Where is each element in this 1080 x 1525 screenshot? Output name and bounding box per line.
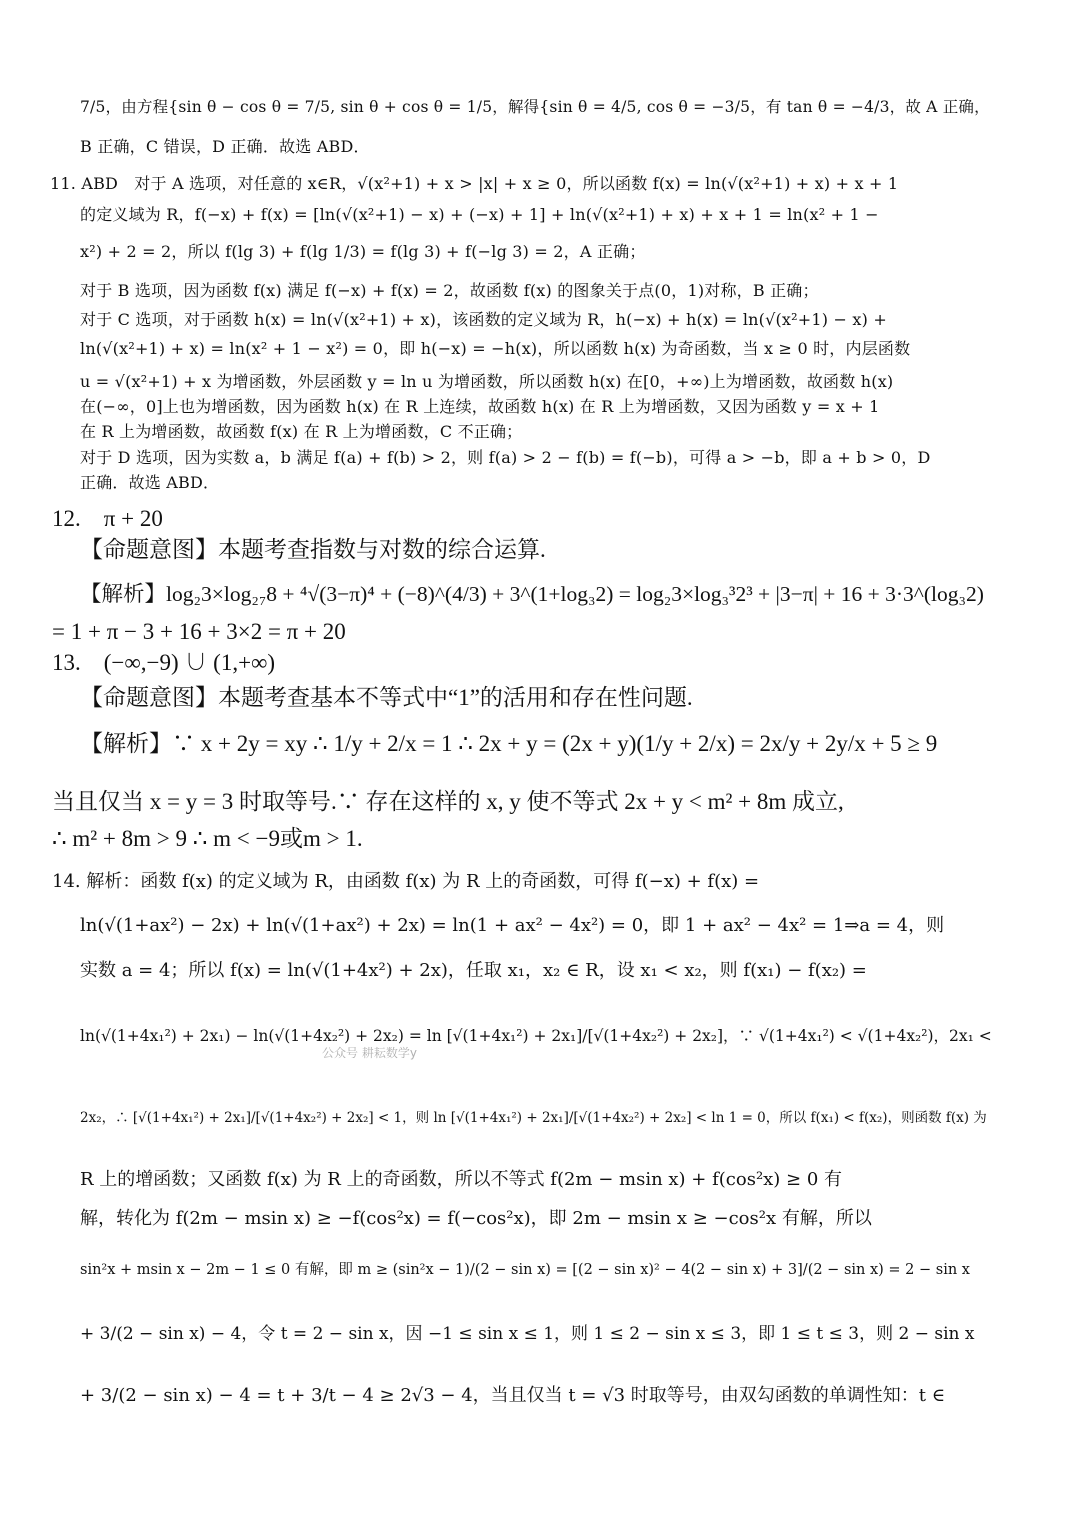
text-line-27: 2x₂，∴ [√(1+4x₁²) + 2x₁]/[√(1+4x₂²) + 2x₂] < 1，则 ln [√(1+4x₁²) + 2x₁]/[√(1+4x₂²) + 2x₂] < ln 1 = 0，所以 f(x₁) < f(x₂)，则函数 f(x) 为 [80,1110,987,1126]
text-line-19: 【命题意图】本题考查基本不等式中“1”的活用和存在性问题. [80,685,693,710]
text-line-1: 7/5，由方程{sin θ − cos θ = 7/5, sin θ + cos θ = 1/5，解得{sin θ = 4/5, cos θ = −3/5，有 tan θ = −4/3，故 A 正确， [80,98,990,116]
text-line-23: 14. 解析：函数 f(x) 的定义域为 R，由函数 f(x) 为 R 上的奇函数，可得 f(−x) + f(x) = [52,871,760,892]
text-line-15: 【命题意图】本题考查指数与对数的综合运算. [80,537,546,562]
text-line-14: 12. π + 20 [52,506,163,531]
text-line-11: 在 R 上为增函数，故函数 f(x) 在 R 上为增函数，C 不正确； [80,422,523,441]
text-line-9: u = √(x²+1) + x 为增函数，外层函数 y = ln u 为增函数，所以函数 h(x) 在[0，+∞)上为增函数，故函数 h(x) [80,372,894,391]
text-line-16: 【解析】log₂3×log₂₇8 + ⁴√(3−π)⁴ + (−8)^(4/3) + 3^(1+log₃2) = log₂3×log₃³2³ + |3−π| + 16 + 3·3^(log₃2) [80,582,984,606]
text-line-26: ln(√(1+4x₁²) + 2x₁) − ln(√(1+4x₂²) + 2x₂) = ln [√(1+4x₁²) + 2x₁]/[√(1+4x₂²) + 2x₂]，∵ √(1+4x₁²) < √(1+4x₂²)，2x₁ < [80,1027,992,1045]
text-line-12: 对于 D 选项，因为实数 a，b 满足 f(a) + f(b) > 2，则 f(a) > 2 − f(b) = f(−b)，可得 a > −b，即 a + b > 0，D [80,448,931,467]
text-line-25: 实数 a = 4；所以 f(x) = ln(√(1+4x²) + 2x)，任取 x₁，x₂ ∈ R，设 x₁ < x₂，则 f(x₁) − f(x₂) = [80,960,867,981]
text-line-24: ln(√(1+ax²) − 2x) + ln(√(1+ax²) + 2x) = ln(1 + ax² − 4x²) = 0，即 1 + ax² − 4x² = 1⇒a = 4，则 [80,915,945,936]
text-line-6: 对于 B 选项，因为函数 f(x) 满足 f(−x) + f(x) = 2，故函数 f(x) 的图象关于点(0，1)对称，B 正确； [80,281,819,300]
text-line-32: + 3/(2 − sin x) − 4 = t + 3/t − 4 ≥ 2√3 − 4，当且仅当 t = √3 时取等号，由双勾函数的单调性知：t ∈ [80,1385,946,1406]
text-line-17: = 1 + π − 3 + 16 + 3×2 = π + 20 [52,619,346,644]
text-line-31: + 3/(2 − sin x) − 4，令 t = 2 − sin x，因 −1 ≤ sin x ≤ 1，则 1 ≤ 2 − sin x ≤ 3，即 1 ≤ t ≤ 3，则 2 − sin x [80,1324,975,1344]
text-line-7: 对于 C 选项，对于函数 h(x) = ln(√(x²+1) + x)，该函数的定义域为 R，h(−x) + h(x) = ln(√(x²+1) − x) + [80,310,887,329]
text-line-22: ∴ m² + 8m > 9 ∴ m < −9或m > 1. [52,826,363,851]
watermark-text: 公众号 耕耘数学y [322,1046,417,1060]
text-line-30: sin²x + msin x − 2m − 1 ≤ 0 有解，即 m ≥ (sin²x − 1)/(2 − sin x) = [(2 − sin x)² − 4(2 − sin x) + 3]/(2 − sin x) = 2 − sin x [80,1262,970,1278]
text-line-18: 13. (−∞,−9) ∪ (1,+∞) [52,650,276,675]
text-line-5: x²) + 2 = 2，所以 f(lg 3) + f(lg 1/3) = f(lg 3) + f(−lg 3) = 2，A 正确； [80,242,646,261]
text-line-29: 解，转化为 f(2m − msin x) ≥ −f(cos²x) = f(−cos²x)，即 2m − msin x ≥ −cos²x 有解，所以 [80,1208,872,1229]
text-line-8: ln(√(x²+1) + x) = ln(x² + 1 − x²) = 0，即 h(−x) = −h(x)，所以函数 h(x) 为奇函数，当 x ≥ 0 时，内层函数 [80,339,911,358]
text-line-13: 正确．故选 ABD． [80,473,220,492]
text-line-10: 在(−∞，0]上也为增函数，因为函数 h(x) 在 R 上连续，故函数 h(x) 在 R 上为增函数，又因为函数 y = x + 1 [80,397,880,416]
text-line-21: 当且仅当 x = y = 3 时取等号.∵ 存在这样的 x, y 使不等式 2x + y < m² + 8m 成立, [52,789,844,814]
text-line-4: 的定义域为 R，f(−x) + f(x) = [ln(√(x²+1) − x) + (−x) + 1] + ln(√(x²+1) + x) + x + 1 = ln(x² + 1 − [80,205,879,224]
text-line-20: 【解析】∵ x + 2y = xy ∴ 1/y + 2/x = 1 ∴ 2x + y = (2x + y)(1/y + 2/x) = 2x/y + 2y/x + 5 ≥ 9 [80,731,938,756]
text-line-3: 11. ABD 对于 A 选项，对任意的 x∈R，√(x²+1) + x > |x| + x ≥ 0，所以函数 f(x) = ln(√(x²+1) + x) + x + 1 [50,174,899,193]
text-line-2: B 正确，C 错误，D 正确．故选 ABD． [80,137,370,156]
text-line-28: R 上的增函数；又函数 f(x) 为 R 上的奇函数，所以不等式 f(2m − msin x) + f(cos²x) ≥ 0 有 [80,1169,843,1190]
